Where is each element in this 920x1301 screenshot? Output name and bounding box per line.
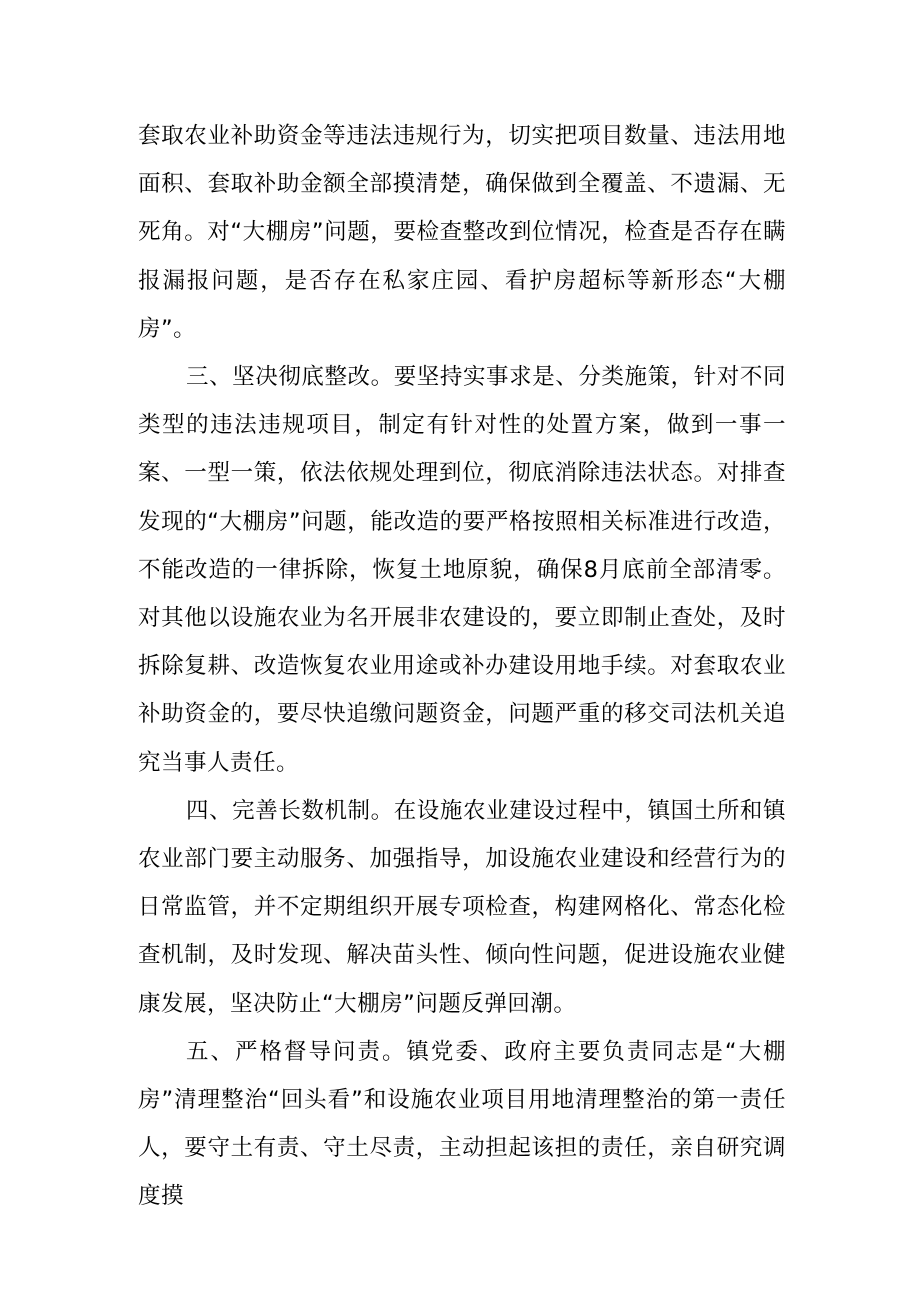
paragraph-section-4-long-term-mechanism: 四、完善长数机制。在设施农业建设过程中，镇国土所和镇农业部门要主动服务、加强指导，加设施农业建设和经营行为的日常监管，并不定期组织开展专项检查，构建网格化、常态化检查机制，及时发现、解决苗头性、倾向性问题，促进设施农业健康发展，坚决防止“大棚房”问题反弹回潮。 <box>138 797 786 1017</box>
paragraph-section-3-thorough-rectification: 三、坚决彻底整改。要坚持实事求是、分类施策，针对不同类型的违法违规项目，制定有针对性的处置方案，做到一事一案、一型一策，依法依规处理到位，彻底消除违法状态。对排查发现的“大棚房”问题，能改造的要严格按照相关标准进行改造，不能改造的一律拆除，恢复土地原貌，确保8月底前全部清零。对其他以设施农业为名开展非农建设的，要立即制止查处，及时拆除复耕、改造恢复农业用途或补办建设用地手续。对套取农业补助资金的，要尽快追缴问题资金，问题严重的移交司法机关追究当事人责任。 <box>138 364 786 776</box>
paragraph-continuation: 套取农业补助资金等违法违规行为，切实把项目数量、违法用地面积、套取补助金额全部摸清楚，确保做到全覆盖、不遗漏、无死角。对“大棚房”问题，要检查整改到位情况，检查是否存在瞒报漏报问题，是否存在私家庄园、看护房超标等新形态“大棚房”。 <box>138 123 786 342</box>
document-body <box>138 112 786 1221</box>
paragraph-section-5-supervision-accountability: 五、严格督导问责。镇党委、政府主要负责同志是“大棚房”清理整治“回头看”和设施农业项目用地清理整治的第一责任人，要守土有责、守土尽责，主动担起该担的责任，亲自研究调度摸 <box>138 1038 786 1210</box>
